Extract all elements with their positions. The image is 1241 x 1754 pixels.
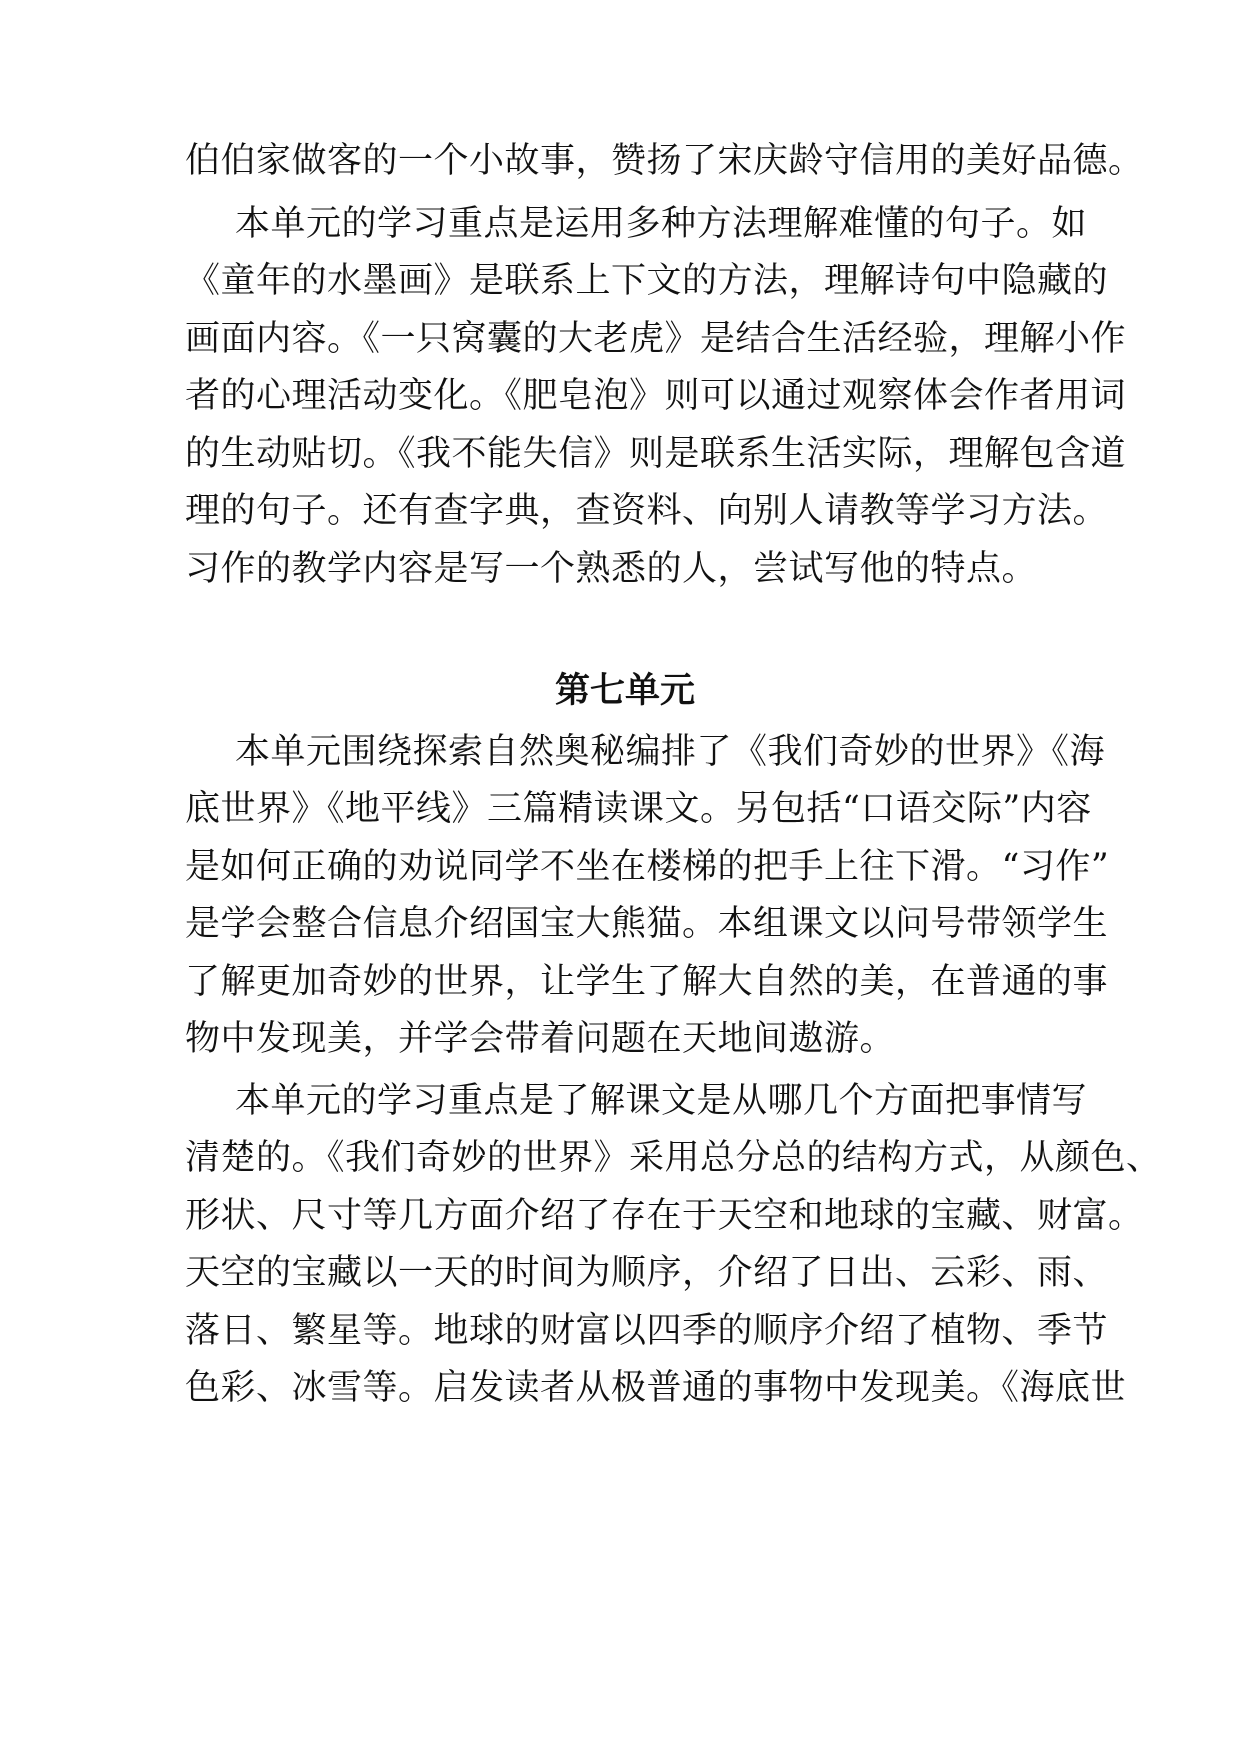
paragraph-line: 是如何正确的劝说同学不坐在楼梯的把手上往下滑。“习作” [185, 847, 1110, 887]
paragraph-line: 画面内容。《一只窝囊的大老虎》是结合生活经验，理解小作 [185, 319, 1127, 359]
paragraph-line: 《童年的水墨画》是联系上下文的方法，理解诗句中隐藏的 [185, 261, 1109, 301]
paragraph-line: 理的句子。还有查字典，查资料、向别人请教等学习方法。 [185, 491, 1109, 531]
paragraph-line: 是学会整合信息介绍国宝大熊猫。本组课文以问号带领学生 [185, 904, 1109, 944]
paragraph-line: 伯伯家做客的一个小故事，赞扬了宋庆龄守信用的美好品德。 [185, 141, 1144, 181]
paragraph-line: 本单元的学习重点是运用多种方法理解难懂的句子。如 [235, 204, 1088, 244]
paragraph-line: 形状、尺寸等几方面介绍了存在于天空和地球的宝藏、财富。 [185, 1196, 1144, 1236]
paragraph-line: 本单元围绕探索自然奥秘编排了《我们奇妙的世界》《海 [235, 732, 1106, 772]
paragraph-line: 本单元的学习重点是了解课文是从哪几个方面把事情写 [235, 1081, 1088, 1121]
paragraph-line: 物中发现美，并学会带着问题在天地间遨游。 [185, 1019, 896, 1059]
paragraph-line: 的生动贴切。《我不能失信》则是联系生活实际，理解包含道 [185, 434, 1127, 474]
paragraph-line: 底世界》《地平线》三篇精读课文。另包括“口语交际”内容 [185, 789, 1092, 829]
paragraph-line: 天空的宝藏以一天的时间为顺序，介绍了日出、云彩、雨、 [185, 1253, 1109, 1293]
paragraph-line: 习作的教学内容是写一个熟悉的人，尝试写他的特点。 [185, 549, 1038, 589]
paragraph-line: 落日、繁星等。地球的财富以四季的顺序介绍了植物、季节 [185, 1311, 1109, 1351]
paragraph-line: 清楚的。《我们奇妙的世界》采用总分总的结构方式，从颜色、 [185, 1138, 1162, 1178]
paragraph-line: 色彩、冰雪等。启发读者从极普通的事物中发现美。《海底世 [185, 1368, 1127, 1408]
paragraph-line: 者的心理活动变化。《肥皂泡》则可以通过观察体会作者用词 [185, 376, 1127, 416]
paragraph-line: 了解更加奇妙的世界，让学生了解大自然的美，在普通的事 [185, 962, 1109, 1002]
section-heading: 第七单元 [554, 670, 695, 711]
